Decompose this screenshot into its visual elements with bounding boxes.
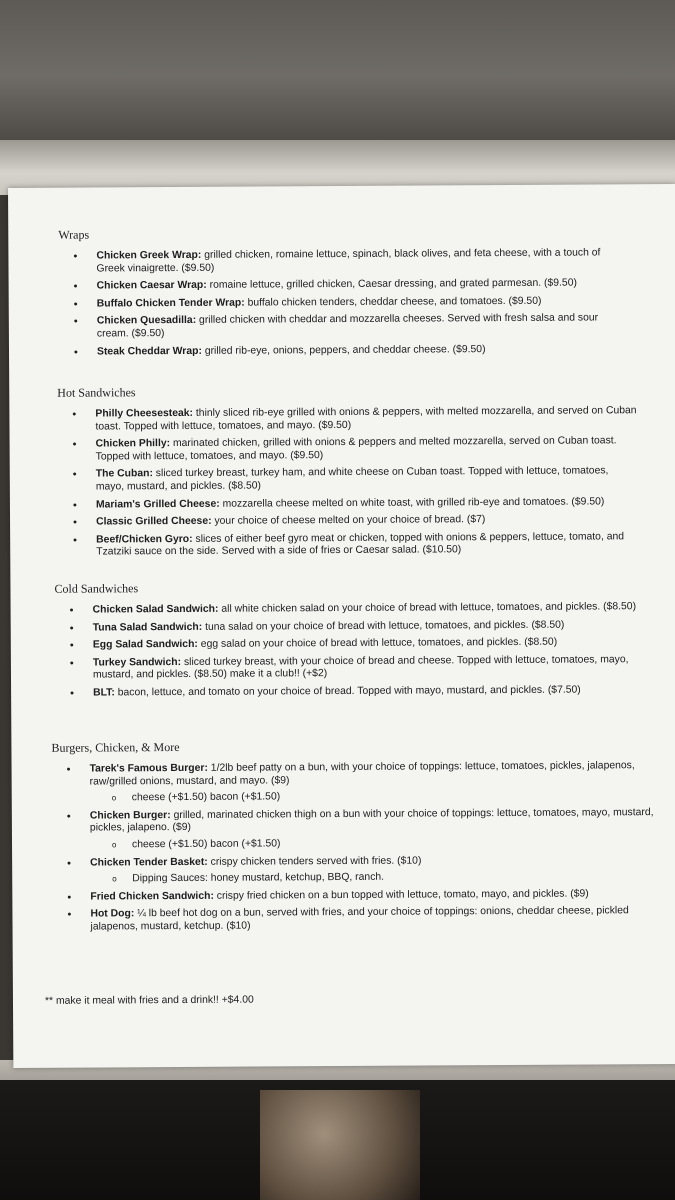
section-burgers	[51, 737, 675, 939]
menu-item	[55, 684, 655, 700]
item-options	[90, 836, 675, 852]
item-description: crispy chicken tenders served with fries. ($10)	[207, 855, 422, 868]
section-cold-sandwiches	[54, 578, 655, 705]
item-description: romaine lettuce, grilled chicken, Caesar dressing, and grated parmesan. ($9.50)	[206, 277, 577, 292]
item-description: egg salad on your choice of bread with lettuce, tomatoes, and pickles. ($8.50)	[197, 636, 558, 651]
item-name: Chicken Tender Basket:	[90, 856, 208, 869]
item-description: mozzarella cheese melted on white toast, with grilled rib-eye and tomatoes. ($9.50)	[219, 495, 605, 510]
item-description: sliced turkey breast, with your choice of bread and cheese. Topped with lettuce, tomatoes, mayo, mustard, and pickles. ($8.50) make it a club!! (+$2)	[92, 654, 629, 681]
item-name: Classic Grilled Cheese:	[96, 515, 212, 528]
item-name: Philly Cheesesteak:	[95, 407, 194, 420]
item-description: all white chicken salad on your choice of bread with lettuce, tomatoes, and pickles. ($8.50)	[218, 601, 637, 615]
menu-list	[57, 405, 638, 559]
item-description: tuna salad on your choice of bread with lettuce, tomatoes, and pickles. ($8.50)	[202, 619, 565, 633]
item-name: Turkey Sandwich:	[92, 656, 182, 669]
menu-sheet	[8, 184, 675, 1068]
menu-item	[55, 619, 655, 635]
cloth-pattern	[260, 1090, 420, 1200]
item-description: ¼ lb beef hot dog on a bun, served with fries, and your choice of toppings: onions, cheddar cheese, pickled jalapenos, mustard, ketchup. ($10)	[90, 905, 629, 933]
item-description: crispy fried chicken on a bun topped with lettuce, tomato, mayo, and pickles. ($9)	[213, 888, 589, 902]
item-description: grilled, marinated chicken thigh on a bun with your choice of toppings: lettuce, tomatoes, mayo, mustard, pickles, jalapeno. ($9)	[89, 806, 654, 834]
menu-item	[58, 513, 638, 529]
item-name: Tuna Salad Sandwich:	[92, 621, 203, 634]
item-name: Egg Salad Sandwich:	[92, 639, 198, 651]
section-title: Wraps	[58, 227, 90, 242]
item-name: Steak Cheddar Wrap:	[96, 345, 202, 358]
item-option: o cheese (+$1.50) bacon (+$1.50)	[90, 789, 675, 805]
item-name: Fried Chicken Sandwich:	[90, 890, 214, 903]
item-description: sliced turkey breast, turkey ham, and white cheese on Cuban toast. Topped with lettuce, tomatoes, mayo, mustard, and pickles. ($8.50)	[95, 465, 609, 493]
menu-list	[52, 760, 675, 934]
menu-item	[52, 854, 675, 887]
item-options	[90, 789, 675, 805]
menu-item	[59, 295, 619, 311]
menu-item	[58, 531, 638, 560]
item-description: bacon, lettuce, and tomato on your choice of bread. Topped with mayo, mustard, and pickles. ($7.50)	[114, 684, 581, 699]
menu-item	[55, 636, 655, 652]
menu-item	[58, 435, 638, 464]
item-name: Chicken Burger:	[89, 809, 171, 822]
section-wraps	[58, 224, 619, 364]
item-description: your choice of cheese melted on your choice of bread. ($7)	[211, 514, 486, 527]
section-hot-sandwiches	[57, 382, 638, 564]
item-description: 1/2lb beef patty on a bun, with your choice of toppings: lettuce, tomatoes, pickles, jalapenos, raw/grilled onions, mustard, and mayo. ($9)	[89, 760, 635, 788]
item-description: thinly sliced rib-eye grilled with onions & peppers, with melted mozzarella, and served on Cuban toast. Topped with lettuce, tomatoes, and mayo. ($9.50)	[95, 405, 637, 433]
section-title: Hot Sandwiches	[57, 385, 136, 400]
item-description: grilled chicken, romaine lettuce, spinach, black olives, and feta cheese, with a touch of Greek vinaigrette. ($9.50)	[96, 247, 601, 275]
item-options	[90, 870, 675, 886]
menu-item	[55, 654, 655, 683]
item-name: Chicken Greek Wrap:	[96, 249, 202, 262]
item-description: grilled rib-eye, onions, peppers, and cheddar cheese. ($9.50)	[201, 343, 486, 357]
item-name: BLT:	[93, 687, 115, 699]
item-option: o cheese (+$1.50) bacon (+$1.50)	[90, 836, 675, 852]
menu-item	[57, 405, 637, 434]
menu-item	[52, 905, 675, 934]
menu-list	[55, 601, 656, 700]
item-description: buffalo chicken tenders, cheddar cheese, and tomatoes. ($9.50)	[244, 295, 542, 309]
item-name: Hot Dog:	[90, 908, 135, 920]
footer-note: ** make it meal with fries and a drink!! +$4.00	[44, 994, 254, 1007]
item-name: Chicken Philly:	[95, 438, 171, 450]
item-name: Beef/Chicken Gyro:	[96, 533, 193, 546]
section-title: Burgers, Chicken, & More	[51, 740, 180, 755]
item-description: slices of either beef gyro meat or chicken, topped with onions & peppers, lettuce, tomato, and Tzatziki sauce on the side. Served with a side of fries or Caesar salad. ($10.50)	[96, 531, 625, 558]
menu-list	[58, 247, 619, 359]
item-description: marinated chicken, grilled with onions & peppers and melted mozzarella, served on Cuban toast. Topped with lettuce, tomatoes, and mayo. ($9.50)	[95, 435, 617, 463]
menu-item	[58, 496, 638, 512]
item-name: Mariam's Grilled Cheese:	[95, 498, 220, 511]
item-name: Chicken Quesadilla:	[96, 315, 197, 327]
menu-item	[55, 601, 655, 617]
item-name: Chicken Salad Sandwich:	[92, 603, 219, 616]
item-name: Chicken Caesar Wrap:	[96, 280, 207, 292]
menu-item	[52, 888, 675, 904]
menu-item	[59, 313, 619, 342]
menu-item	[59, 277, 619, 293]
menu-item	[58, 247, 618, 276]
item-option: o Dipping Sauces: honey mustard, ketchup, BBQ, ranch.	[90, 870, 675, 886]
item-name: Tarek's Famous Burger:	[89, 762, 208, 775]
item-name: Buffalo Chicken Tender Wrap:	[96, 297, 245, 310]
item-name: The Cuban:	[95, 468, 153, 480]
menu-item	[52, 807, 675, 853]
menu-item	[59, 343, 619, 359]
menu-item	[52, 760, 675, 806]
section-title: Cold Sandwiches	[54, 581, 139, 596]
menu-item	[58, 466, 638, 495]
item-description: grilled chicken with cheddar and mozzarella cheeses. Served with fresh salsa and sour cream. ($9.50)	[96, 312, 599, 340]
